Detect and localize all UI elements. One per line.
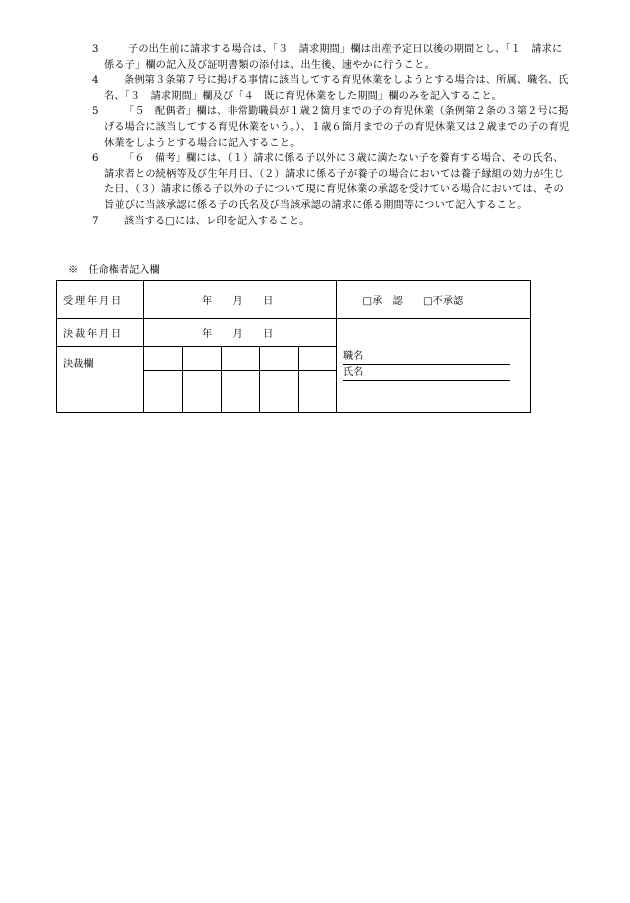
job-title-field[interactable] — [343, 349, 510, 365]
kessai-stamp-cell[interactable] — [260, 347, 299, 371]
name-label: 氏名 — [343, 367, 364, 378]
note-item — [92, 151, 572, 213]
approve-checkbox[interactable]: □承 認 — [362, 296, 403, 307]
note-number: 6 — [92, 153, 99, 165]
note-item — [92, 214, 572, 230]
name-field[interactable] — [343, 365, 510, 381]
notes-list — [0, 42, 630, 229]
note-text: 子の出生前に請求する場合は、「３ 請求期間」欄は出産予定日以後の期間とし、「１ 請求に係る子」欄の記入及び証明書類の添付は、出生後、速やかに行うこと。 — [104, 44, 563, 71]
kessai-stamp-cell[interactable] — [144, 371, 183, 413]
kessai-label: 決裁欄 — [57, 347, 144, 413]
note-text: 「６ 備考」欄には、（１）請求に係る子以外に３歳に満たない子を養育する場合、その氏名、請求者との続柄等及び生年月日、（２）請求に係る子が養子の場合においては養子縁組の効力が生じた日、（３）請求に係る子以外の子について現に育児休業の承認を受けている場合においては、その旨並びに当該承認に係る子の氏名及び当該承認の請求に係る期間等について記入すること。 — [104, 153, 565, 211]
appointer-section-title: ※ 任命権者記入欄 — [68, 265, 160, 276]
kessai-stamp-cell[interactable] — [183, 371, 222, 413]
note-text: 条例第３条第７号に掲げる事情に該当してする育児休業をしようとする場合は、所属、職名、氏名、「３ 請求期間」欄及び「４ 既に育児休業をした期間」欄のみを記入すること。 — [104, 75, 569, 102]
received-date-label: 受理年月日 — [57, 281, 144, 319]
kessai-stamp-cell[interactable] — [222, 347, 260, 371]
note-number: 4 — [92, 75, 99, 87]
kessai-stamp-cell[interactable] — [299, 347, 337, 371]
note-number: 3 — [92, 44, 99, 55]
note-item — [92, 104, 572, 151]
kessai-stamp-cell[interactable] — [222, 371, 260, 413]
disapprove-checkbox[interactable]: □不承認 — [423, 296, 464, 307]
kessai-stamp-cell[interactable] — [299, 371, 337, 413]
kessai-stamp-cell[interactable] — [183, 347, 222, 371]
note-number: 7 — [92, 215, 99, 227]
kessai-stamp-cell[interactable] — [144, 347, 183, 371]
note-text: 「５ 配偶者」欄は、非常勤職員が１歳２箇月までの子の育児休業（条例第２条の３第２号に掲げる場合に該当してする育児休業をいう。）、１歳６箇月までの子の育児休業又は２歳までの子の育児休業をしようとする場合に記入すること。 — [104, 106, 570, 149]
approval-cell — [337, 281, 531, 319]
note-item — [92, 42, 572, 73]
note-text: 該当する□には、レ印を記入すること。 — [124, 215, 310, 227]
received-date-field[interactable]: 年 月 日 — [144, 281, 337, 319]
note-number: 5 — [92, 106, 99, 118]
decided-date-field[interactable]: 年 月 日 — [144, 319, 337, 347]
decided-date-label: 決裁年月日 — [57, 319, 144, 347]
signature-cell — [337, 319, 531, 413]
note-item — [92, 73, 572, 104]
appointer-form-table — [56, 280, 531, 413]
job-title-label: 職名 — [343, 351, 364, 362]
kessai-stamp-cell[interactable] — [260, 371, 299, 413]
